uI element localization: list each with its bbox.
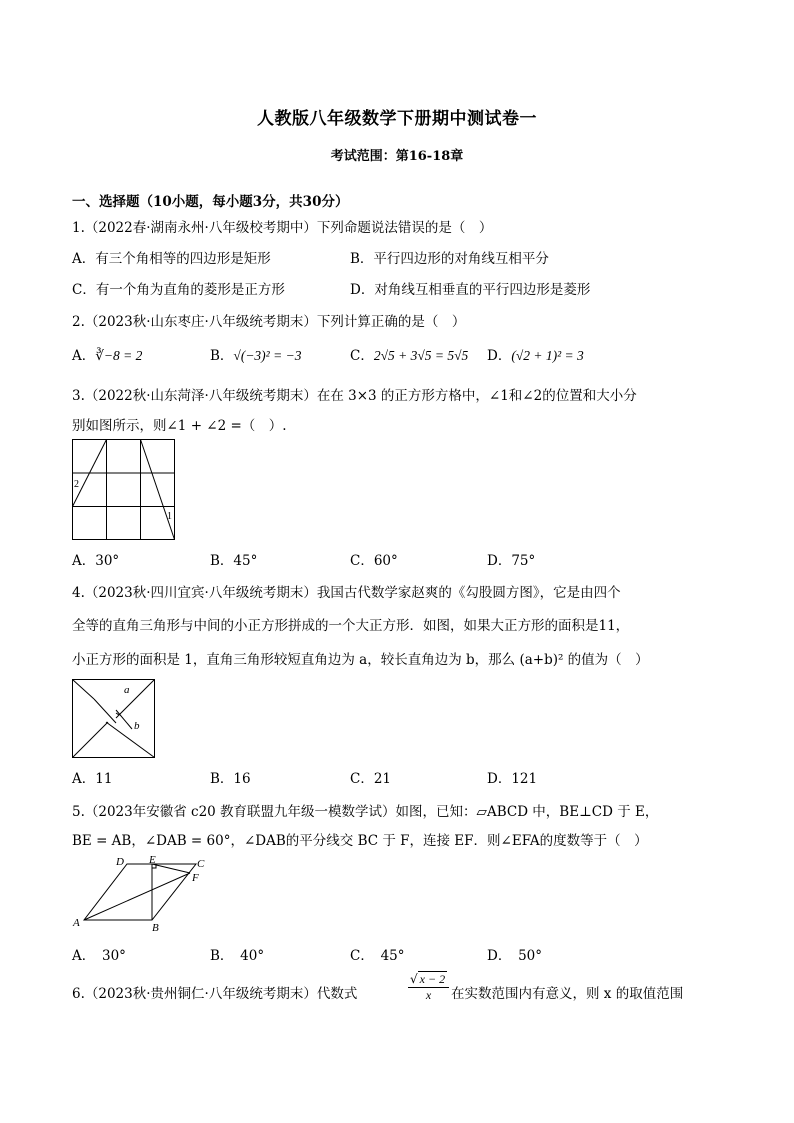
q4-option-a: A．11 <box>72 771 113 787</box>
q6-numerator: x − 2 <box>419 972 446 986</box>
q3-option-d: D．75° <box>487 553 536 569</box>
q5-point-a: A <box>73 917 80 929</box>
q5-stem-line2: BE = AB，∠DAB = 60°，∠DAB的平分线交 BC 于 F，连接 EF．则∠EFA的度数等于（ ） <box>72 833 648 849</box>
q3-stem-line1: 3.（2022秋·山东菏泽·八年级统考期末）在在 3×3 的正方形方格中，∠1和∠2的位置和大小分 <box>72 388 637 404</box>
q4-stem-line3: 小正方形的面积是 1，直角三角形较短直角边为 a，较长直角边为 b，那么 (a+b)² 的值为（ ） <box>72 652 649 668</box>
q5-point-f: F <box>192 872 199 884</box>
q5-option-c: C． 45° <box>350 948 405 964</box>
q1-option-c: C．有一个角为直角的菱形是正方形 <box>72 282 285 298</box>
q3-angle1-label: 1 <box>167 511 172 522</box>
q4-option-b: B．16 <box>210 771 251 787</box>
page-subtitle: 考试范围：第16-18章 <box>330 149 464 164</box>
q5-parallelogram-figure <box>72 853 212 933</box>
q2-option-c: C．2√5 + 3√5 = 5√5 <box>350 348 469 364</box>
q1-option-b: B．平行四边形的对角线互相平分 <box>350 251 549 267</box>
q5-point-c: C <box>197 858 205 870</box>
q3-option-a: A．30° <box>72 553 120 569</box>
q1-option-d: D．对角线互相垂直的平行四边形是菱形 <box>350 282 591 298</box>
q3-angle2-label: 2 <box>74 479 79 490</box>
q3-stem-line2: 别如图所示，则∠1 + ∠2 =（ ）. <box>72 418 287 434</box>
q5-point-d: D <box>116 856 124 868</box>
q5-option-a: A． 30° <box>72 948 126 964</box>
q6-fraction: √ x − 2 x <box>408 972 449 1003</box>
q5-point-b: B <box>152 922 159 934</box>
q4-zhao-shuang-figure <box>72 679 156 759</box>
q5-stem-line1: 5.（2023年安徽省 c20 教育联盟九年级一模数学试）如图，已知：▱ABCD 中，BE⊥CD 于 E， <box>72 804 659 820</box>
q4-option-d: D．121 <box>487 771 538 787</box>
q3-option-b: B．45° <box>210 553 258 569</box>
section-heading: 一、选择题（10小题，每小题3分，共30分） <box>72 194 349 210</box>
q3-grid-figure <box>72 439 176 541</box>
q2-stem: 2.（2023秋·山东枣庄·八年级统考期末）下列计算正确的是（ ） <box>72 314 466 330</box>
q2-option-b: B．√(−3)² = −3 <box>210 348 302 364</box>
q1-option-a: A．有三个角相等的四边形是矩形 <box>72 251 271 267</box>
q2-option-a: A．∛−8 = 2 <box>72 348 143 364</box>
q6-denominator: x <box>425 988 432 1002</box>
q5-option-b: B． 40° <box>210 948 265 964</box>
q3-option-c: C．60° <box>350 553 398 569</box>
q1-stem: 1.（2022春·湖南永州·八年级校考期中）下列命题说法错误的是（ ） <box>72 220 493 236</box>
q4-stem-line1: 4.（2023秋·四川宜宾·八年级统考期末）我国古代数学家赵爽的《勾股圆方图》，它是由四个 <box>72 585 621 601</box>
q2-option-d: D．(√2 + 1)² = 3 <box>487 348 584 364</box>
q4-option-c: C．21 <box>350 771 392 787</box>
q4-side-a-label: a <box>124 684 130 696</box>
q5-option-d: D． 50° <box>487 948 543 964</box>
q6-stem-post: 在实数范围内有意义，则 x 的取值范围 <box>451 986 684 1002</box>
q4-stem-line2: 全等的直角三角形与中间的小正方形拼成的一个大正方形．如图，如果大正方形的面积是11， <box>72 618 630 634</box>
page-title: 人教版八年级数学下册期中测试卷一 <box>257 109 537 129</box>
q4-side-b-label: b <box>134 720 140 732</box>
q6-stem-pre: 6.（2023秋·贵州铜仁·八年级统考期末）代数式 <box>72 986 358 1002</box>
q5-point-e: E <box>149 854 156 866</box>
